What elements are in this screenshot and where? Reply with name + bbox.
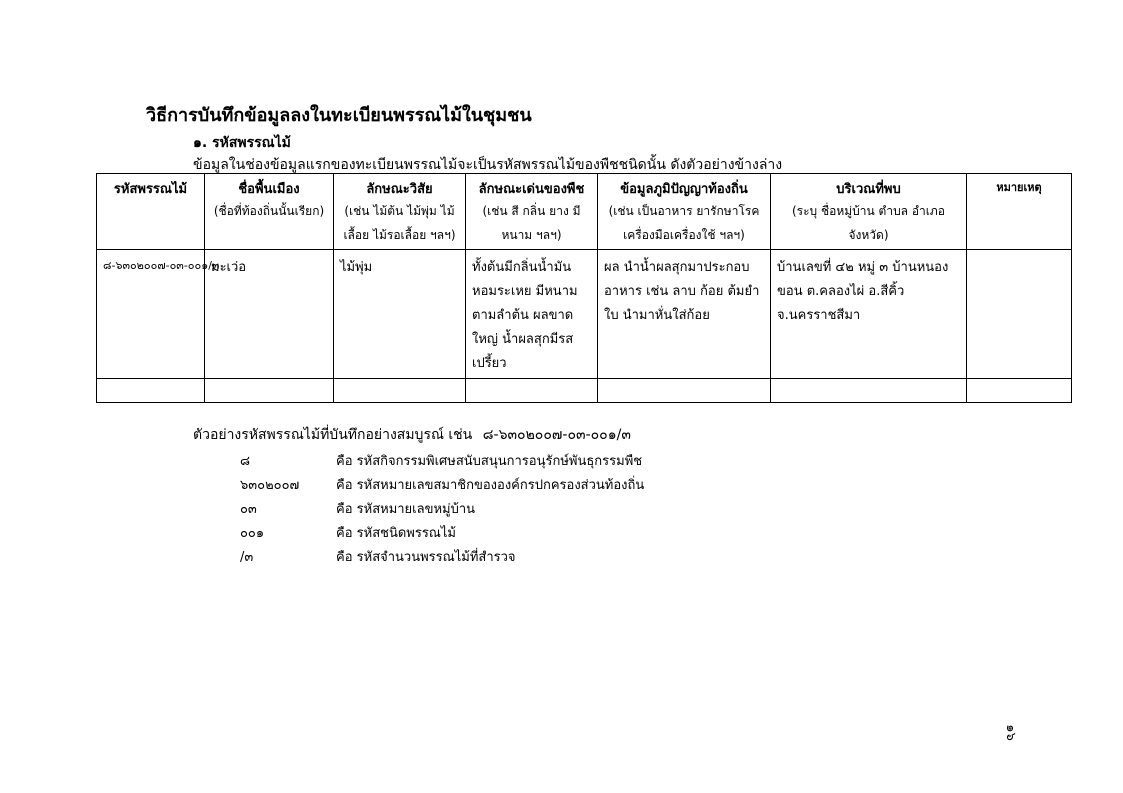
plant-register-table: [96, 173, 1072, 403]
cell-code: ๘-๖๓๐๒๐๐๗-๐๓-๐๐๑/๓: [97, 250, 205, 379]
table-row-empty: [97, 379, 1072, 403]
empty-cell: [598, 379, 771, 403]
cell-note: [967, 250, 1072, 379]
empty-cell: [97, 379, 205, 403]
legend-key: ๖๓๐๒๐๐๗: [240, 478, 300, 493]
empty-cell: [967, 379, 1072, 403]
legend-item: [240, 546, 644, 570]
table-header-row: [97, 174, 1072, 250]
intro-text: ข้อมูลในช่องข้อมูลแรกของทะเบียนพรรณไม้จะเป็นรหัสพรรณไม้ของพืชชนิดนั้น ดังตัวอย่างข้างล่าง: [193, 157, 783, 173]
section-heading: ๑. รหัสพรรณไม้: [193, 135, 291, 151]
example-line: [193, 424, 631, 446]
legend-key: /๓: [240, 550, 254, 565]
legend-key: ๐๓: [240, 502, 257, 517]
legend-item: [240, 522, 644, 546]
header-cell: รหัสพรรณไม้: [97, 174, 205, 250]
legend-item: [240, 474, 644, 498]
example-intro: ตัวอย่างรหัสพรรณไม้ที่บันทึกอย่างสมบูรณ์ เช่น: [193, 427, 473, 443]
legend-item: [240, 498, 644, 522]
code-legend: [240, 450, 644, 570]
header-cell: ชื่อพื้นเมือง (ชื่อที่ท้องถิ่นนั้นเรียก): [205, 174, 334, 250]
header-cell: ลักษณะวิสัย (เช่น ไม้ต้น ไม้พุ่ม ไม้เลื้อย ไม้รอเลื้อย ฯลฯ): [334, 174, 466, 250]
example-code: ๘-๖๓๐๒๐๐๗-๐๓-๐๐๑/๓: [482, 427, 631, 443]
page-number: ๑๖: [1002, 724, 1018, 741]
empty-cell: [466, 379, 598, 403]
header-cell: บริเวณที่พบ (ระบุ ชื่อหมู่บ้าน ตำบล อำเภอ จังหวัด): [771, 174, 967, 250]
legend-key: ๘: [240, 454, 251, 469]
empty-cell: [205, 379, 334, 403]
header-cell: ลักษณะเด่นของพืช (เช่น สี กลิ่น ยาง มีหนาม ฯลฯ): [466, 174, 598, 250]
legend-desc: คือ รหัสกิจกรรมพิเศษสนับสนุนการอนุรักษ์พันธุกรรมพืช: [336, 454, 643, 469]
legend-desc: คือ รหัสชนิดพรรณไม้: [336, 526, 456, 541]
cell-location: บ้านเลขที่ ๔๒ หมู่ ๓ บ้านหนองขอน ต.คลองไผ่ อ.สีคิ้ว จ.นครราชสีมา: [771, 250, 967, 379]
header-cell: หมายเหตุ: [967, 174, 1072, 250]
header-cell: ข้อมูลภูมิปัญญาท้องถิ่น (เช่น เป็นอาหาร ยารักษาโรค เครื่องมือเครื่องใช้ ฯลฯ): [598, 174, 771, 250]
legend-desc: คือ รหัสหมายเลขหมู่บ้าน: [336, 502, 476, 517]
legend-desc: คือ รหัสหมายเลขสมาชิกขององค์กรปกครองส่วนท้องถิ่น: [336, 478, 645, 493]
cell-habit: ไม้พุ่ม: [334, 250, 466, 379]
cell-wisdom: ผล นำน้ำผลสุกมาประกอบอาหาร เช่น ลาบ ก้อย ต้มยำ ใบ นำมาหั่นใส่ก้อย: [598, 250, 771, 379]
table-row: [97, 250, 1072, 379]
empty-cell: [771, 379, 967, 403]
cell-local-name: มะเว่อ: [205, 250, 334, 379]
empty-cell: [334, 379, 466, 403]
legend-item: [240, 450, 644, 474]
cell-features: ทั้งต้นมีกลิ่นน้ำมันหอมระเหย มีหนามตามลำต้น ผลขาดใหญ่ น้ำผลสุกมีรสเปรี้ยว: [466, 250, 598, 379]
legend-key: ๐๐๑: [240, 526, 265, 541]
legend-desc: คือ รหัสจำนวนพรรณไม้ที่สำรวจ: [336, 550, 516, 565]
page-title: วิธีการบันทึกข้อมูลลงในทะเบียนพรรณไม้ในชุมชน: [146, 105, 532, 126]
